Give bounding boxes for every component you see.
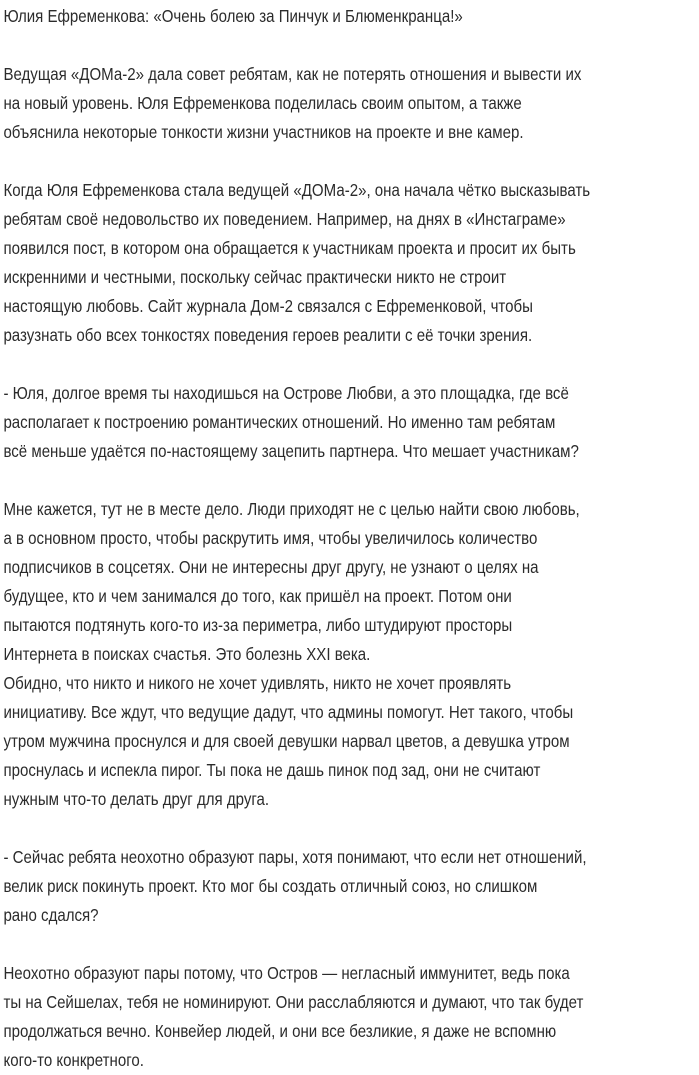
text-line: рано сдался? xyxy=(3,905,99,925)
article-title-text: Юлия Ефременкова: «Очень болею за Пинчук и Блюменкранца!» xyxy=(3,6,463,26)
text-line: - Сейчас ребята неохотно образуют пары, хотя понимают, что если нет отношений, xyxy=(3,847,587,867)
text-line: ребятам своё недовольство их поведением. Например, на днях в «Инстаграме» xyxy=(3,209,566,229)
text-line: всё меньше удаётся по-настоящему зацепить партнера. Что мешает участникам? xyxy=(3,441,579,461)
text-line: настоящую любовь. Сайт журнала Дом-2 связался с Ефременковой, чтобы xyxy=(3,296,533,316)
text-line: Интернета в поисках счастья. Это болезнь XXI века. xyxy=(3,644,371,664)
text-line: инициативу. Все ждут, что ведущие дадут, что админы помогут. Нет такого, чтобы xyxy=(3,702,574,722)
text-line: на новый уровень. Юля Ефременкова поделилась своим опытом, а также xyxy=(3,93,522,113)
text-line: продолжаться вечно. Конвейер людей, и они все безликие, я даже не вспомню xyxy=(3,1021,557,1041)
text-line: утром мужчина проснулся и для своей девушки нарвал цветов, а девушка утром xyxy=(3,731,570,751)
question-2 xyxy=(3,843,695,930)
text-line: проснулась и испекла пирог. Ты пока не дашь пинок под зад, они не считают xyxy=(3,760,541,780)
answer-1 xyxy=(3,495,695,814)
text-line: появился пост, в котором она обращается к участникам проекта и просит их быть xyxy=(3,238,576,258)
text-line: пытаются подтянуть кого-то из-за периметра, либо штудируют просторы xyxy=(3,615,513,635)
text-line: располагает к построению романтических отношений. Но именно там ребятам xyxy=(3,412,556,432)
text-line: Обидно, что никто и никого не хочет удивлять, никто не хочет проявлять xyxy=(3,673,512,693)
text-line: Мне кажется, тут не в месте дело. Люди приходят не с целью найти свою любовь, xyxy=(3,499,580,519)
paragraph-context xyxy=(3,176,695,350)
text-line: велик риск покинуть проект. Кто мог бы создать отличный союз, но слишком xyxy=(3,876,538,896)
text-line: будущее, кто и чем занимался до того, как пришёл на проект. Потом они xyxy=(3,586,512,606)
text-line: а в основном просто, чтобы раскрутить имя, чтобы увеличилось количество xyxy=(3,528,538,548)
text-line: ты на Сейшелах, тебя не номинируют. Они расслабляются и думают, что так будет xyxy=(3,992,584,1012)
text-line: подписчиков в соцсетях. Они не интересны друг другу, не узнают о целях на xyxy=(3,557,539,577)
text-line: Ведущая «ДОМа-2» дала совет ребятам, как не потерять отношения и вывести их xyxy=(3,64,582,84)
text-line: Когда Юля Ефременкова стала ведущей «ДОМа-2», она начала чётко высказывать xyxy=(3,180,591,200)
text-line: - Юля, долгое время ты находишься на Острове Любви, а это площадка, где всё xyxy=(3,383,569,403)
text-line: нужным что-то делать друг для друга. xyxy=(3,789,270,809)
paragraph-intro xyxy=(3,60,695,147)
text-line: искренними и честными, поскольку сейчас практически никто не строит xyxy=(3,267,507,287)
answer-2 xyxy=(3,959,695,1075)
text-line: разузнать обо всех тонкостях поведения героев реалити с её точки зрения. xyxy=(3,325,533,345)
text-line: объяснила некоторые тонкости жизни участников на проекте и вне камер. xyxy=(3,122,524,142)
text-line: Неохотно образуют пары потому, что Остров — негласный иммунитет, ведь пока xyxy=(3,963,570,983)
article-title xyxy=(3,2,695,31)
text-line: кого-то конкретного. xyxy=(3,1050,144,1070)
question-1 xyxy=(3,379,695,466)
